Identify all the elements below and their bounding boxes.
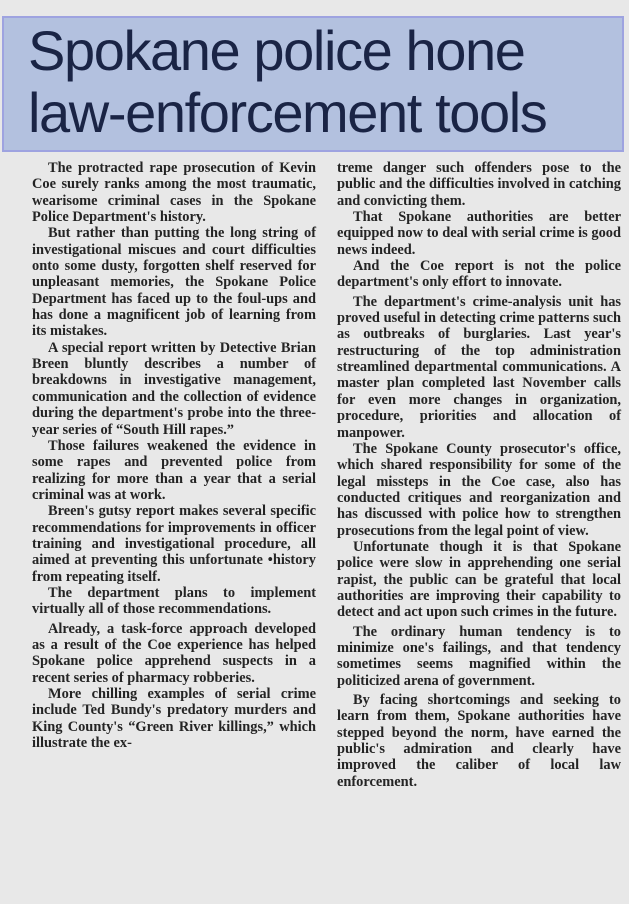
paragraph: Breen's gutsy report makes several specific recommendations for improvements in officer training and investigational procedure, all aimed at preventing this unfortunate •history from repeating itself. (32, 503, 316, 585)
paragraph: The department's crime-analysis unit has proved useful in detecting crime patterns such as outbreaks of burglaries. Last year's restructuring of the top administration streamlined departmental communications. A master plan completed last November calls for even more changes in organization, procedure, priorities and allocation of manpower. (337, 293, 621, 441)
paragraph: That Spokane authorities are better equipped now to deal with serial crime is good news indeed. (337, 209, 621, 258)
paragraph-continued: treme danger such offenders pose to the public and the difficulties involved in catching and convicting them. (337, 160, 621, 209)
headline-line-2: law-enforcement tools (28, 81, 547, 144)
paragraph: Already, a task-force approach developed as a result of the Coe experience has helped Spokane police apprehend suspects in a recent series of pharmacy robberies. (32, 620, 316, 686)
paragraph: The Spokane County prosecutor's office, which shared responsibility for some of the legal missteps in the Coe case, also has conducted critiques and reorganization and has discussed with police how to strengthen prosecutions from the legal point of view. (337, 440, 621, 539)
paragraph: More chilling examples of serial crime include Ted Bundy's predatory murders and King County's “Green River killings,” which illustrate the ex- (32, 686, 316, 752)
paragraph: The department plans to implement virtually all of those recommendations. (32, 584, 316, 618)
right-column (337, 160, 621, 790)
paragraph: But rather than putting the long string of investigational miscues and court difficulties onto some dusty, forgotten shelf reserved for unpleasant memories, the Spokane Police Department has faced up to the foul-ups and has done a magnificent job of learning from its mistakes. (32, 225, 316, 340)
paragraph: And the Coe report is not the police department's only effort to innovate. (337, 258, 621, 291)
paragraph: A special report written by Detective Brian Breen bluntly describes a number of breakdowns in investigative management, communication and the collection of evidence during the department's probe into the three-year series of “South Hill rapes.” (32, 339, 316, 438)
paragraph: By facing shortcomings and seeking to learn from them, Spokane authorities have stepped beyond the norm, have earned the public's admiration and clearly have improved the caliber of local law enforcement. (337, 692, 621, 790)
paragraph: Those failures weakened the evidence in some rapes and prevented police from realizing for more than a year that a serial criminal was at work. (32, 437, 316, 503)
paragraph: The protracted rape prosecution of Kevin Coe surely ranks among the most traumatic, wearisome criminal cases in the Spokane Police Department's history. (32, 160, 316, 226)
headline-box (2, 16, 624, 152)
paragraph: The ordinary human tendency is to minimize one's failings, and that tendency sometimes seems magnified within the politicized arena of government. (337, 623, 621, 689)
left-column (32, 160, 316, 751)
headline (4, 18, 622, 144)
paragraph: Unfortunate though it is that Spokane police were slow in apprehending one serial rapist, the public can be grateful that local authorities are improving their capability to detect and act upon such crimes in the future. (337, 538, 621, 621)
headline-line-1: Spokane police hone (28, 19, 525, 82)
